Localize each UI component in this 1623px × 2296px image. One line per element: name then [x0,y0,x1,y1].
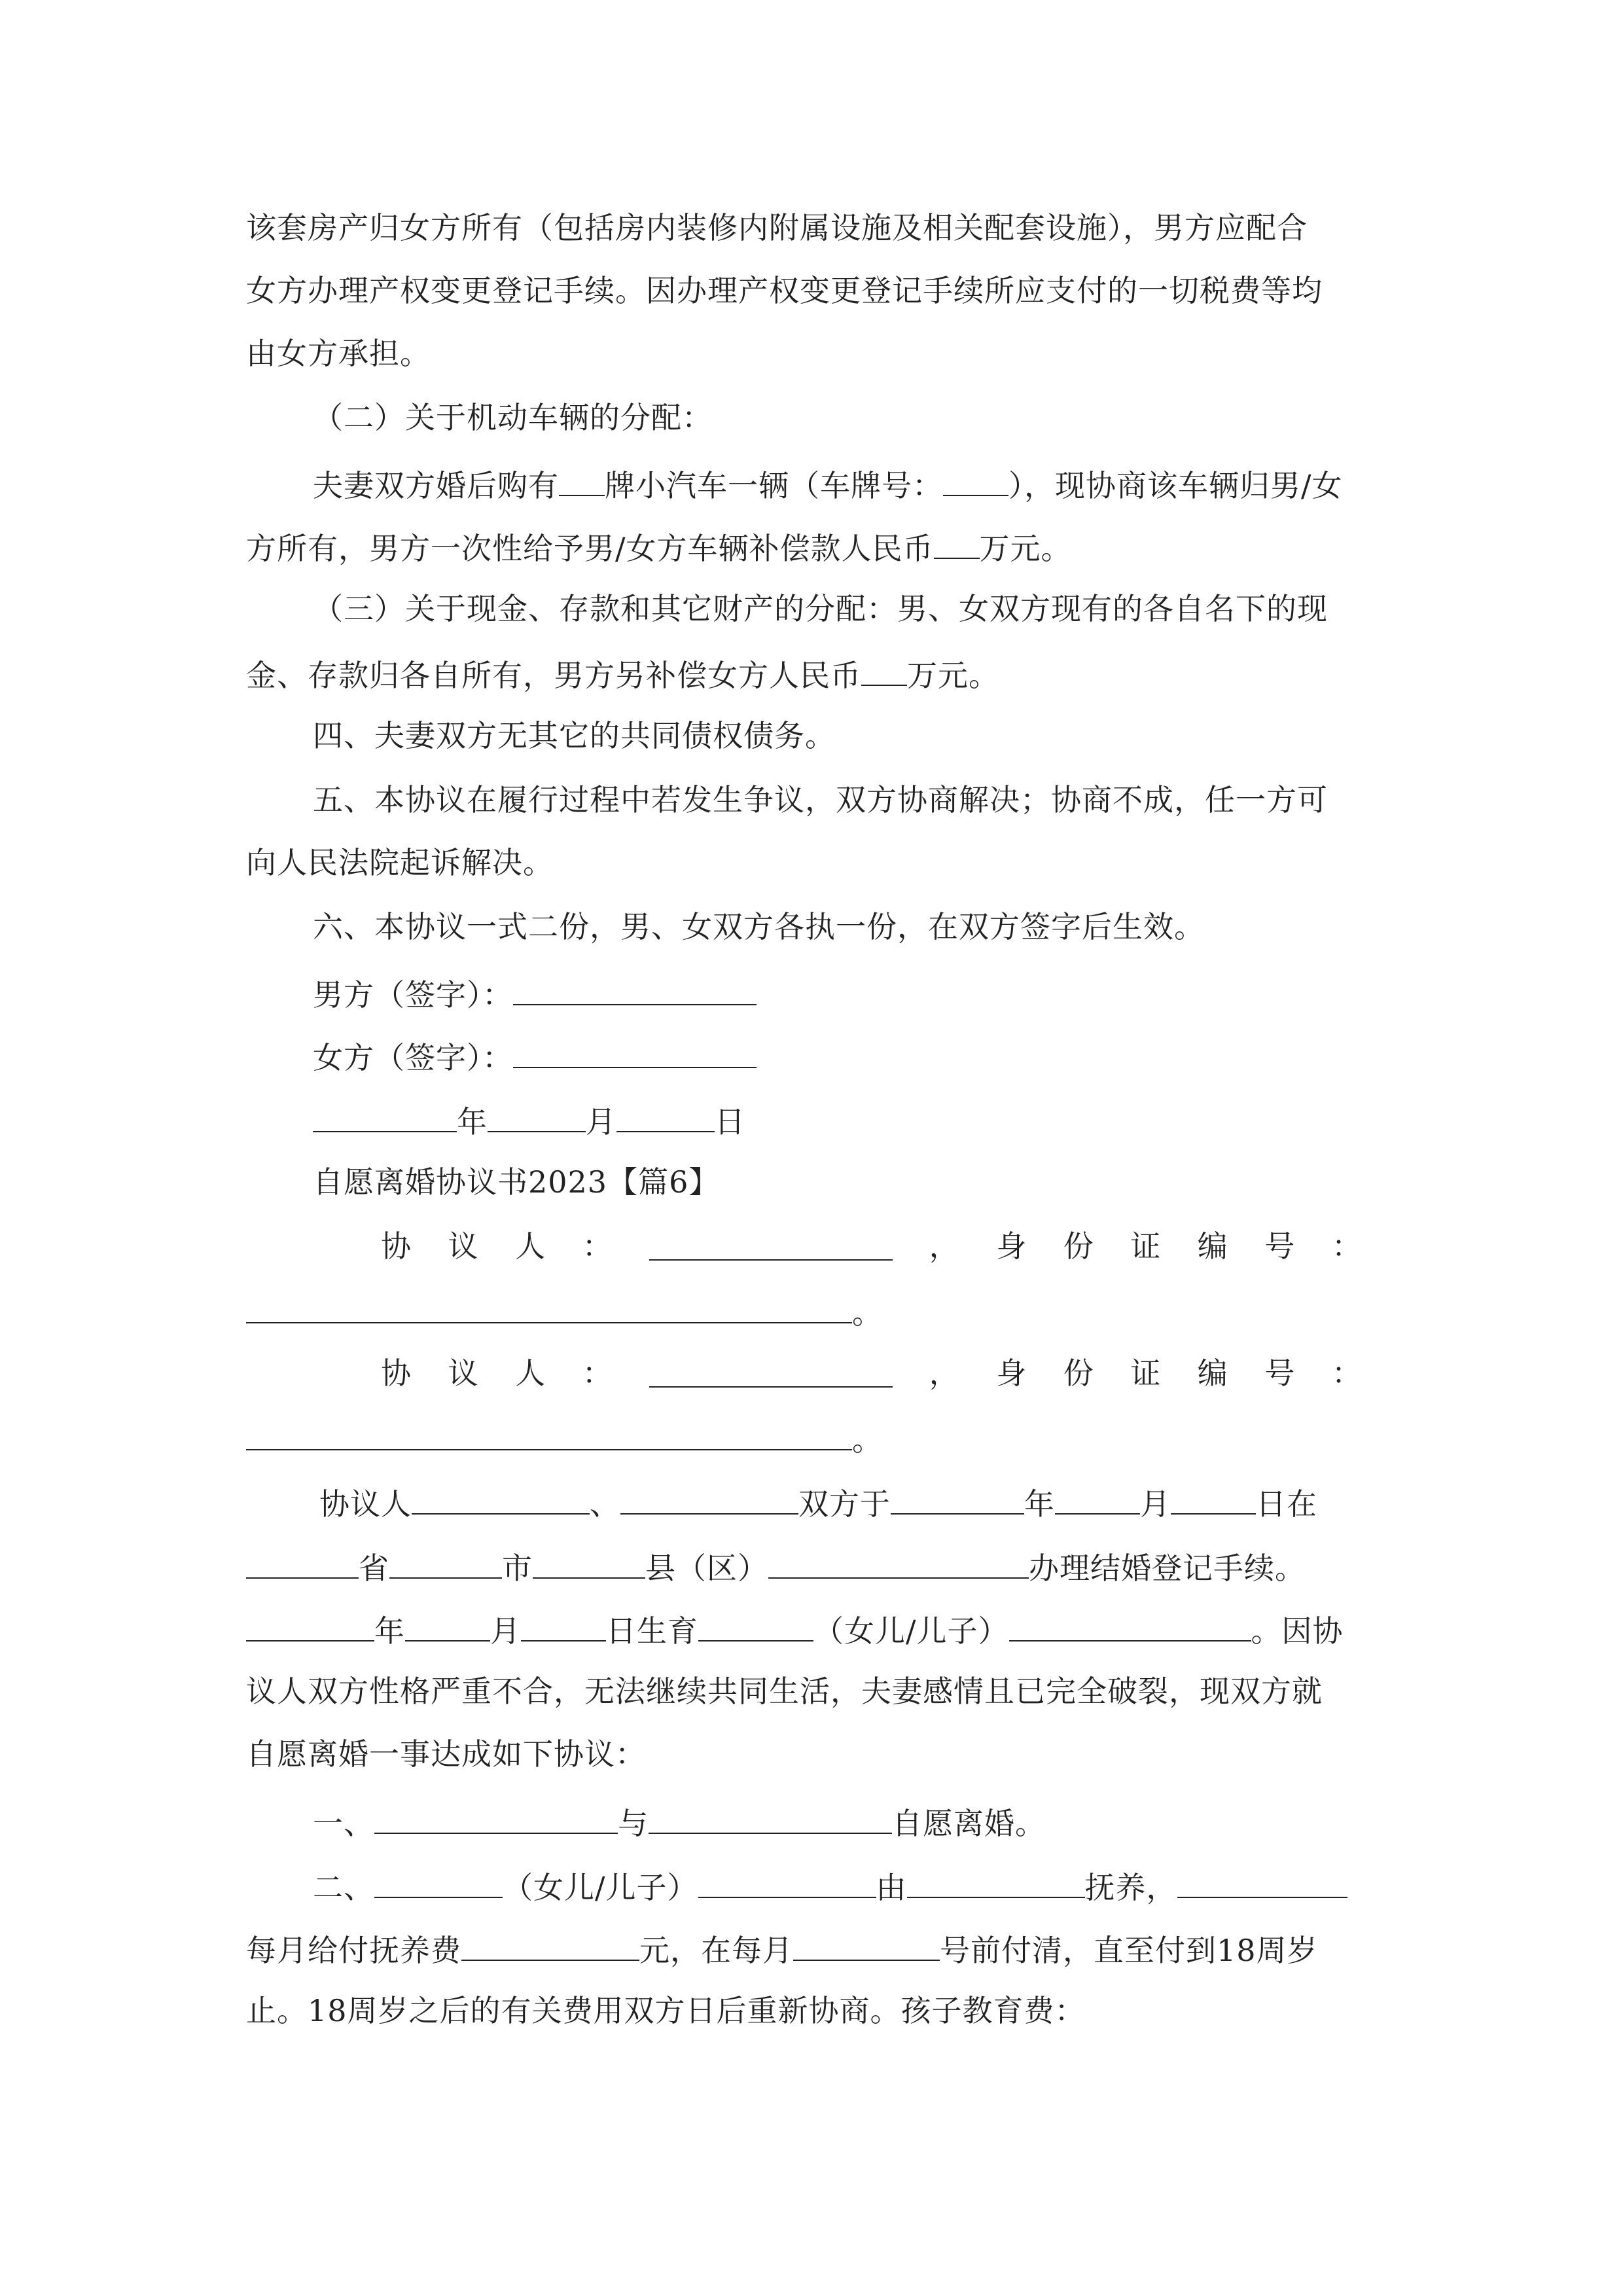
paragraph-line [313,1800,1377,1839]
text: 一、 [313,1806,374,1841]
text: 万元。 [907,658,999,693]
char: ： [582,1229,613,1264]
text: 元，在每月 [639,1933,793,1968]
text: 牌小汽车一辆（车牌号： [605,468,943,503]
text: （女儿/儿子） [503,1870,698,1905]
paragraph-line [246,525,1377,564]
text: 月 [490,1613,521,1649]
fill-blank [891,1480,1024,1515]
fill-blank [907,1864,1085,1898]
fill-blank [405,1607,490,1641]
char: 议 [448,1355,479,1391]
paragraph-line [313,1864,1377,1903]
char: 号 [1264,1229,1296,1264]
signature-label: 女方（签字）： [313,1040,513,1075]
paragraph-line: 六、本协议一式二份，男、女双方各执一份，在双方签字后生效。 [313,909,1205,944]
fill-blank [313,1098,457,1132]
fill-blank [698,1864,876,1898]
text: 抚养， [1084,1870,1177,1905]
char: 份 [1063,1229,1094,1264]
paragraph-line: 自愿离婚一事达成如下协议： [246,1736,646,1772]
fill-blank [620,1480,798,1515]
signature-line [513,1034,757,1068]
text: 日 [715,1104,745,1139]
date-line [313,1098,1377,1138]
fill-blank [389,1545,502,1579]
char: 编 [1197,1355,1228,1391]
signature-label: 男方（签字）： [313,977,513,1013]
paragraph-line: 议人双方性格严重不合，无法继续共同生活，夫妻感情且已完全破裂，现双方就 [246,1674,1323,1709]
char: 协 [381,1355,412,1391]
text: 办理结婚登记手续。 [1029,1551,1306,1586]
text: 协议人 [319,1486,412,1522]
fill-blank [768,1545,1029,1579]
fill-blank [246,1607,374,1641]
char: 份 [1063,1355,1094,1391]
text: 二、 [313,1870,374,1905]
id-number-line [246,1289,1377,1329]
text: 金、存款归各自所有，男方另补偿女方人民币 [246,658,861,693]
fill-blank [649,1354,893,1388]
text: 。 [852,1295,883,1331]
char: 编 [1197,1229,1228,1264]
text: 市 [502,1551,533,1586]
text: 与 [618,1806,649,1841]
text: 由 [876,1870,907,1905]
char: 议 [448,1229,479,1264]
text: 号前付清，直至付到18周岁 [940,1933,1318,1968]
paragraph-line: 四、夫妻双方无其它的共同债权债务。 [313,718,836,753]
fill-blank [246,1416,852,1450]
party-line [381,1227,1363,1266]
text: 方所有，男方一次性给予男/女方车辆补偿款人民币 [246,531,934,566]
text: ），现协商该车辆归男/女 [1008,468,1343,503]
char: 人 [515,1229,546,1264]
id-number-line [246,1416,1377,1456]
char: 证 [1130,1355,1162,1391]
fill-blank [793,1927,940,1961]
char: ， [929,1355,960,1391]
text: 双方于 [798,1486,891,1522]
text: 。 [852,1422,883,1458]
fill-blank [616,1098,715,1132]
signature-line [513,971,757,1005]
text: 日生育 [606,1613,698,1649]
char: 身 [996,1355,1027,1391]
paragraph-line [246,652,1377,691]
paragraph-line: （三）关于现金、存款和其它财产的分配：男、女双方现有的各自名下的现 [313,591,1328,626]
paragraph-line: 向人民法院起诉解决。 [246,845,554,880]
fill-blank [934,525,980,559]
fill-blank [461,1927,639,1961]
paragraph-line: 该套房产归女方所有（包括房内装修内附属设施及相关配套设施），男方应配合 [246,210,1308,245]
char: 人 [515,1355,546,1391]
text: 、 [590,1486,620,1522]
char: ， [929,1229,960,1264]
text: 。因协 [1251,1613,1344,1649]
fill-blank [533,1545,645,1579]
char: 证 [1130,1229,1162,1264]
text: 夫妻双方婚后购有 [313,468,559,503]
char: ： [1331,1229,1363,1264]
fill-blank [559,462,605,496]
party-line [381,1354,1363,1393]
text: 年 [457,1104,488,1139]
fill-blank [861,652,907,686]
paragraph-line [313,462,1377,501]
fill-blank [374,1800,618,1834]
text: （女儿/儿子） [813,1613,1009,1649]
paragraph-line: 由女方承担。 [246,336,431,371]
paragraph-line [319,1480,1377,1520]
paragraph-line: 女方办理产权变更登记手续。因办理产权变更登记手续所应支付的一切税费等均 [246,273,1323,308]
text: 月 [586,1104,616,1139]
paragraph-line [246,1545,1377,1584]
fill-blank [521,1607,606,1641]
paragraph-line [246,1927,1377,1966]
fill-blank [1171,1480,1256,1515]
fill-blank [1055,1480,1140,1515]
text: 省 [359,1551,389,1586]
paragraph-line: 止。18周岁之后的有关费用双方日后重新协商。孩子教育费： [246,1993,1086,2028]
section-heading-vehicles: （二）关于机动车辆的分配： [313,400,713,435]
char: 号 [1264,1355,1296,1391]
fill-blank [246,1545,359,1579]
signature-male [313,971,1377,1011]
char: ： [582,1355,613,1391]
fill-blank [246,1289,852,1323]
char: 身 [996,1229,1027,1264]
section-title: 自愿离婚协议书2023【篇6】 [313,1164,720,1200]
fill-blank [943,462,1008,496]
signature-female [313,1034,1377,1073]
fill-blank [649,1227,893,1261]
char: ： [1331,1355,1363,1391]
fill-blank [1177,1864,1347,1898]
text: 县（区） [645,1551,768,1586]
fill-blank [488,1098,586,1132]
text: 年 [374,1613,405,1649]
text: 万元。 [979,531,1072,566]
paragraph-line [246,1607,1377,1647]
fill-blank [412,1480,590,1515]
text: 自愿离婚。 [892,1806,1046,1841]
text: 日在 [1256,1486,1317,1522]
paragraph-line: 五、本协议在履行过程中若发生争议，双方协商解决；协商不成，任一方可 [313,782,1328,817]
fill-blank [698,1607,813,1641]
text: 月 [1140,1486,1171,1522]
char: 协 [381,1229,412,1264]
fill-blank [649,1800,892,1834]
fill-blank [1009,1607,1251,1641]
text: 年 [1024,1486,1055,1522]
text: 每月给付抚养费 [246,1933,461,1968]
fill-blank [374,1864,503,1898]
